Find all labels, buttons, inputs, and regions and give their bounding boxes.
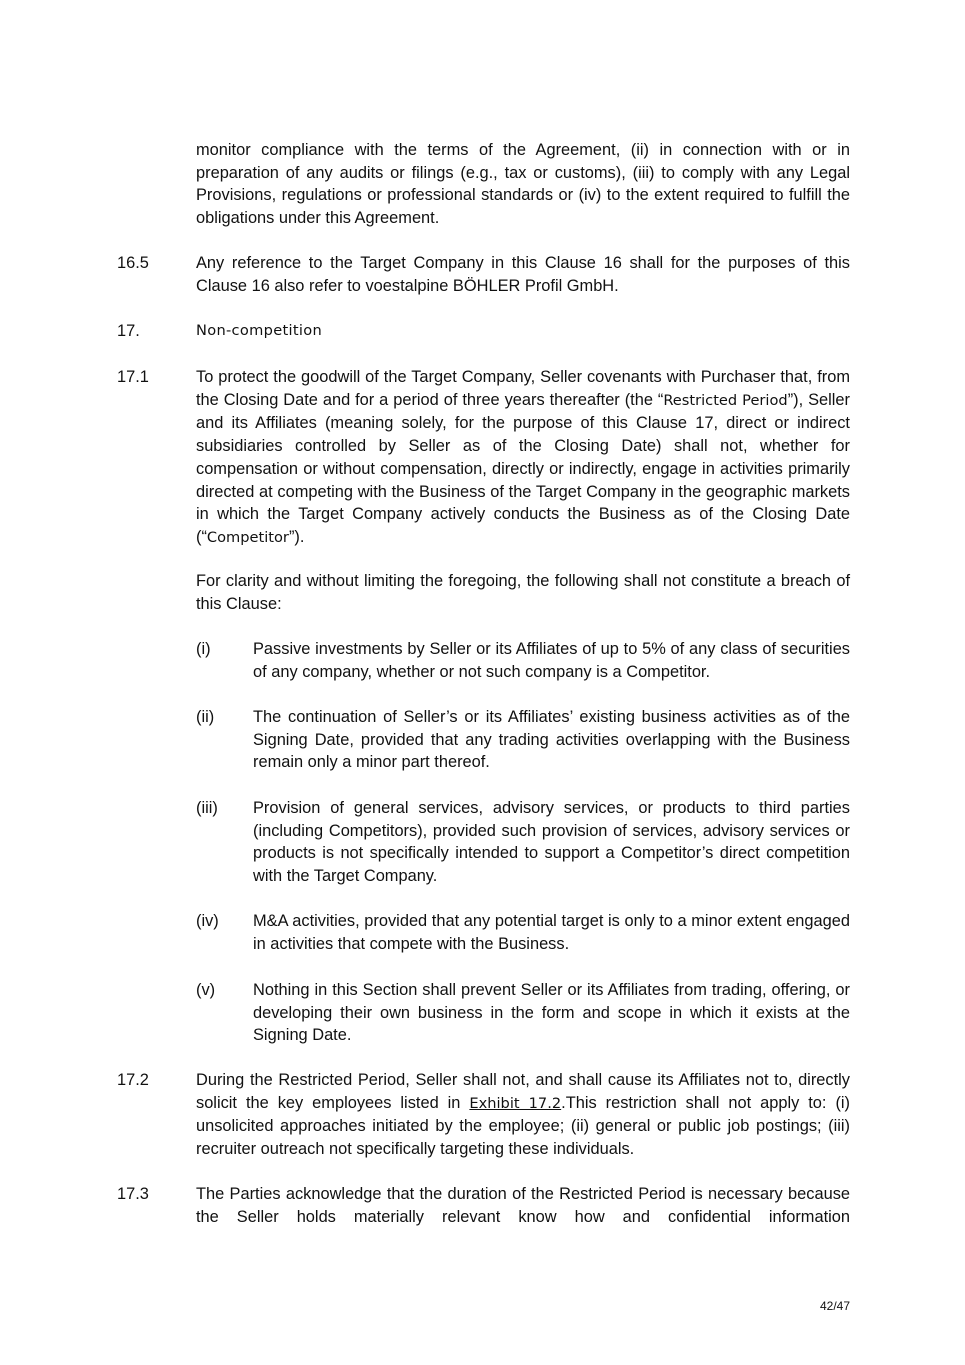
clause-number: 16.5 (117, 254, 149, 272)
text-part: To protect the goodwill of the Target Company, Seller covenants with Purchaser that, from the Closing Date and for a period of three years thereafter (the “ (196, 368, 850, 409)
text-part: ”), Seller and its Affiliates (meaning solely, for the purpose of this Clause 17, direct or indirect subsidiaries controlled by Seller as of the Closing Date) shall not, whether for compensation or without compensation, directly or indirectly, engage in activities primarily directed at competing with the Business of the Target Company in the geographic markets in which the Target Company actively conducts the Business as of the Closing Date (“ (196, 390, 850, 546)
defined-term-competitor: Competitor (206, 528, 289, 546)
item-text: The continuation of Seller’s or its Affiliates’ existing business activities as of the Signing Date, provided that any trading activities overlapping with the Business remain only a minor part thereof. (253, 708, 850, 772)
item-number: (v) (196, 981, 216, 999)
item-text: Provision of general services, advisory services, or products to third parties (including Competitors), provided such provision of services, advisory services or products is not specifically intended to support a Competitor’s direct competition with the Target Company. (253, 799, 850, 886)
item-text: Passive investments by Seller or its Affiliates of up to 5% of any class of securities of any company, whether or not such company is a Competitor. (253, 640, 850, 681)
item-text: Nothing in this Section shall prevent Seller or its Affiliates from trading, offering, or developing their own business in the form and scope in which it exists at the Signing Date. (253, 981, 850, 1045)
clause-text: The Parties acknowledge that the duration of the Restricted Period is necessary because the Seller holds materially relevant know how and confidential information (196, 1185, 850, 1226)
text-part: During the Restricted Period, Seller shall not, and shall cause its Affiliates not to, directly solicit the key employees listed in (196, 1071, 850, 1112)
clause-number: 17.2 (117, 1071, 149, 1089)
defined-term-restricted-period: Restricted Period (663, 391, 788, 409)
clause-number: 17.1 (117, 368, 149, 386)
text-part: ”). (288, 527, 305, 546)
clause-text (196, 1069, 850, 1161)
intro-paragraph: monitor compliance with the terms of the Agreement, (ii) in connection with or in preparation of any audits or filings (e.g., tax or customs), (iii) to comply with any Legal Provisions, regulations or professional standards or (iv) to the extent required to fulfill the obligations under this Agreement. (196, 141, 850, 228)
item-number: (ii) (196, 708, 215, 726)
item-number: (i) (196, 640, 211, 658)
clause-text: Any reference to the Target Company in this Clause 16 shall for the purposes of this Clause 16 also refer to voestalpine BÖHLER Profil GmbH. (196, 254, 850, 295)
text-part: .This restriction shall not apply to: (i) unsolicited approaches initiated by the employee; (ii) general or public job postings; (iii) recruiter outreach not specifically targeting these individuals. (196, 1093, 850, 1159)
exhibit-link[interactable]: Exhibit 17.2 (469, 1094, 562, 1112)
clarity-paragraph: For clarity and without limiting the foregoing, the following shall not constitute a breach of this Clause: (196, 572, 850, 613)
clause-number: 17. (117, 322, 140, 340)
item-number: (iv) (196, 912, 219, 930)
item-text: M&A activities, provided that any potential target is only to a minor extent engaged in activities that compete with the Business. (253, 912, 850, 953)
clause-text (196, 366, 850, 550)
clause-number: 17.3 (117, 1185, 149, 1203)
item-number: (iii) (196, 799, 218, 817)
clause-title: Non-competition (196, 322, 323, 339)
page-number: 42/47 (819, 1299, 850, 1313)
